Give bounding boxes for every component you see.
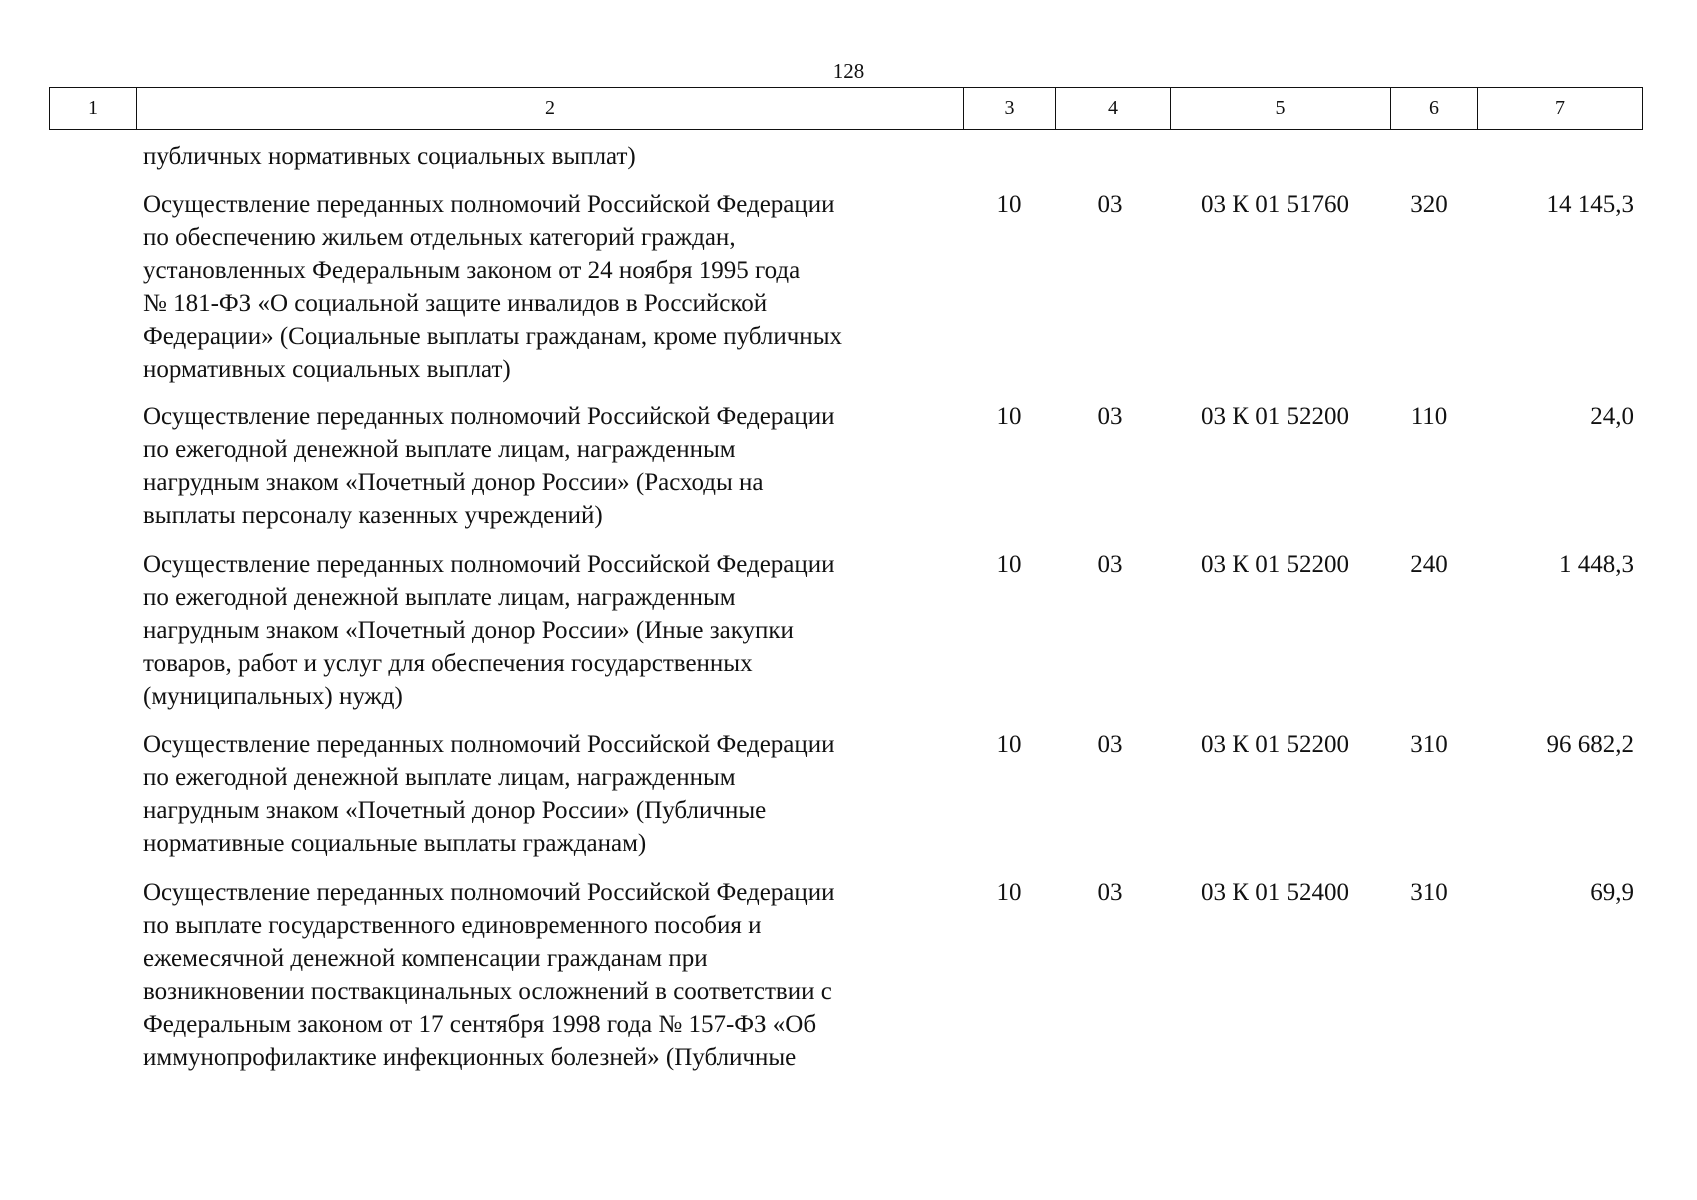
row-subsection-code: 03	[1097, 551, 1123, 578]
row-description: Осуществление переданных полномочий Российской Федерации по выплате государственного единовременного пособия и ежемесячной денежной компенсации гражданам при возникновении поствакцинальных осложнений в соответствии с Федеральным законом от 17 сентября 1998 года № 157-ФЗ «Об иммунопрофилактике инфекционных болезней» (Публичные	[143, 879, 835, 1071]
row-expense-type-code: 310	[1410, 731, 1448, 758]
column-header-5: 5	[1171, 88, 1391, 130]
column-header-1: 1	[50, 88, 137, 130]
row-subsection-code: 03	[1097, 191, 1123, 218]
column-header-row	[50, 88, 1643, 130]
row-description: Осуществление переданных полномочий Российской Федерации по ежегодной денежной выплате лицам, награжденным нагрудным знаком «Почетный донор России» (Расходы на выплаты персоналу казенных учреждений)	[143, 403, 835, 529]
table-row	[0, 728, 1697, 876]
row-description: Осуществление переданных полномочий Российской Федерации по ежегодной денежной выплате лицам, награжденным нагрудным знаком «Почетный донор России» (Публичные нормативные социальные выплаты гражданам)	[143, 731, 835, 857]
column-header-3: 3	[964, 88, 1056, 130]
row-section-code: 10	[996, 191, 1022, 218]
column-header-table	[49, 87, 1643, 130]
table-row	[0, 188, 1697, 400]
row-subsection-code: 03	[1097, 731, 1123, 758]
table-row	[0, 400, 1697, 548]
column-header-2: 2	[137, 88, 964, 130]
row-description: Осуществление переданных полномочий Российской Федерации по обеспечению жильем отдельных категорий граждан, установленных Федеральным законом от 24 ноября 1995 года № 181-ФЗ «О социальной защите инвалидов в Российской Федерации» (Социальные выплаты гражданам, кроме публичных нормативных социальных выплат)	[143, 191, 842, 383]
row-subsection-code: 03	[1097, 879, 1123, 906]
row-target-article-code: 03 К 01 52200	[1201, 551, 1349, 578]
column-header-6: 6	[1391, 88, 1478, 130]
row-expense-type-code: 320	[1410, 191, 1448, 218]
table-row	[0, 876, 1697, 1086]
budget-rows	[0, 140, 1697, 1086]
row-description: Осуществление переданных полномочий Российской Федерации по ежегодной денежной выплате лицам, награжденным нагрудным знаком «Почетный донор России» (Иные закупки товаров, работ и услуг для обеспечения государственных (муниципальных) нужд)	[143, 551, 835, 710]
row-amount: 96 682,2	[1546, 731, 1634, 758]
row-description: публичных нормативных социальных выплат)	[143, 143, 636, 170]
row-section-code: 10	[996, 403, 1022, 430]
table-row	[0, 140, 1697, 188]
row-target-article-code: 03 К 01 52400	[1201, 879, 1349, 906]
row-expense-type-code: 110	[1410, 403, 1448, 430]
row-section-code: 10	[996, 731, 1022, 758]
row-section-code: 10	[996, 879, 1022, 906]
row-expense-type-code: 240	[1410, 551, 1448, 578]
column-header-4: 4	[1056, 88, 1171, 130]
row-amount: 1 448,3	[1559, 551, 1634, 578]
table-row	[0, 548, 1697, 728]
row-section-code: 10	[996, 551, 1022, 578]
row-amount: 69,9	[1590, 879, 1634, 906]
page-number: 128	[832, 59, 865, 83]
row-target-article-code: 03 К 01 52200	[1201, 403, 1349, 430]
row-target-article-code: 03 К 01 51760	[1201, 191, 1349, 218]
column-header-7: 7	[1478, 88, 1643, 130]
row-target-article-code: 03 К 01 52200	[1201, 731, 1349, 758]
row-expense-type-code: 310	[1410, 879, 1448, 906]
row-subsection-code: 03	[1097, 403, 1123, 430]
row-amount: 14 145,3	[1546, 191, 1634, 218]
row-amount: 24,0	[1590, 403, 1634, 430]
